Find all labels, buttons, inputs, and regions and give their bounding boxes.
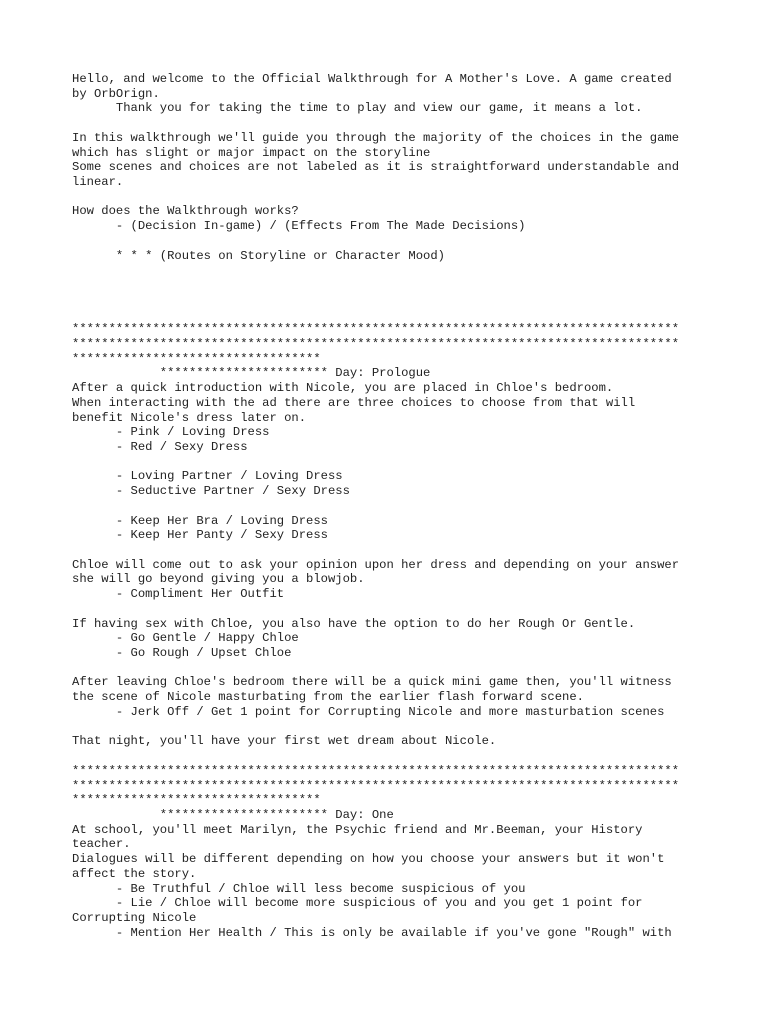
walkthrough-text: Hello, and welcome to the Official Walkthrough for A Mother's Love. A game created by OrbOrign. Thank you for taking the time to play and view our game, it means a lot. In this walkthrough we'll guide you through the majority of the choices in the game which has slight or major impact on the storyline Some scenes and choices are not labeled as it is straightforward understandable and linear. How does the Walkthrough works? - (Decision In-game) / (Effects From The Made Decisions) * * * (Routes on Storyline or Character Mood) *********************************************************************************** *********************************************************************************** ********************************** *********************** Day: Prologue After a quick introduction with Nicole, you are placed in Chloe's bedroom. When interacting with the ad there are three choices to choose from that will benefit Nicole's dress later on. - Pink / Loving Dress - Red / Sexy Dress - Loving Partner / Loving Dress - Seductive Partner / Sexy Dress - Keep Her Bra / Loving Dress - Keep Her Panty / Sexy Dress Chloe will come out to ask your opinion upon her dress and depending on your answer she will go beyond giving you a blowjob. - Compliment Her Outfit If having sex with Chloe, you also have the option to do her Rough Or Gentle. - Go Gentle / Happy Chloe - Go Rough / Upset Chloe After leaving Chloe's bedroom there will be a quick mini game then, you'll witness the scene of Nicole masturbating from the earlier flash forward scene. - Jerk Off / Get 1 point for Corrupting Nicole and more masturbation scenes That night, you'll have your first wet dream about Nicole. *********************************************************************************** *********************************************************************************** ********************************** *********************** Day: One At school, you'll meet Marilyn, the Psychic friend and Mr.Beeman, your History teacher. Dialogues will be different depending on how you choose your answers but it won't affect the story. - Be Truthful / Chloe will less become suspicious of you - Lie / Chloe will become more suspicious of you and you get 1 point for Corrupting Nicole - Mention Her Health / This is only be available if you've gone "Rough" with — [72, 72, 680, 940]
